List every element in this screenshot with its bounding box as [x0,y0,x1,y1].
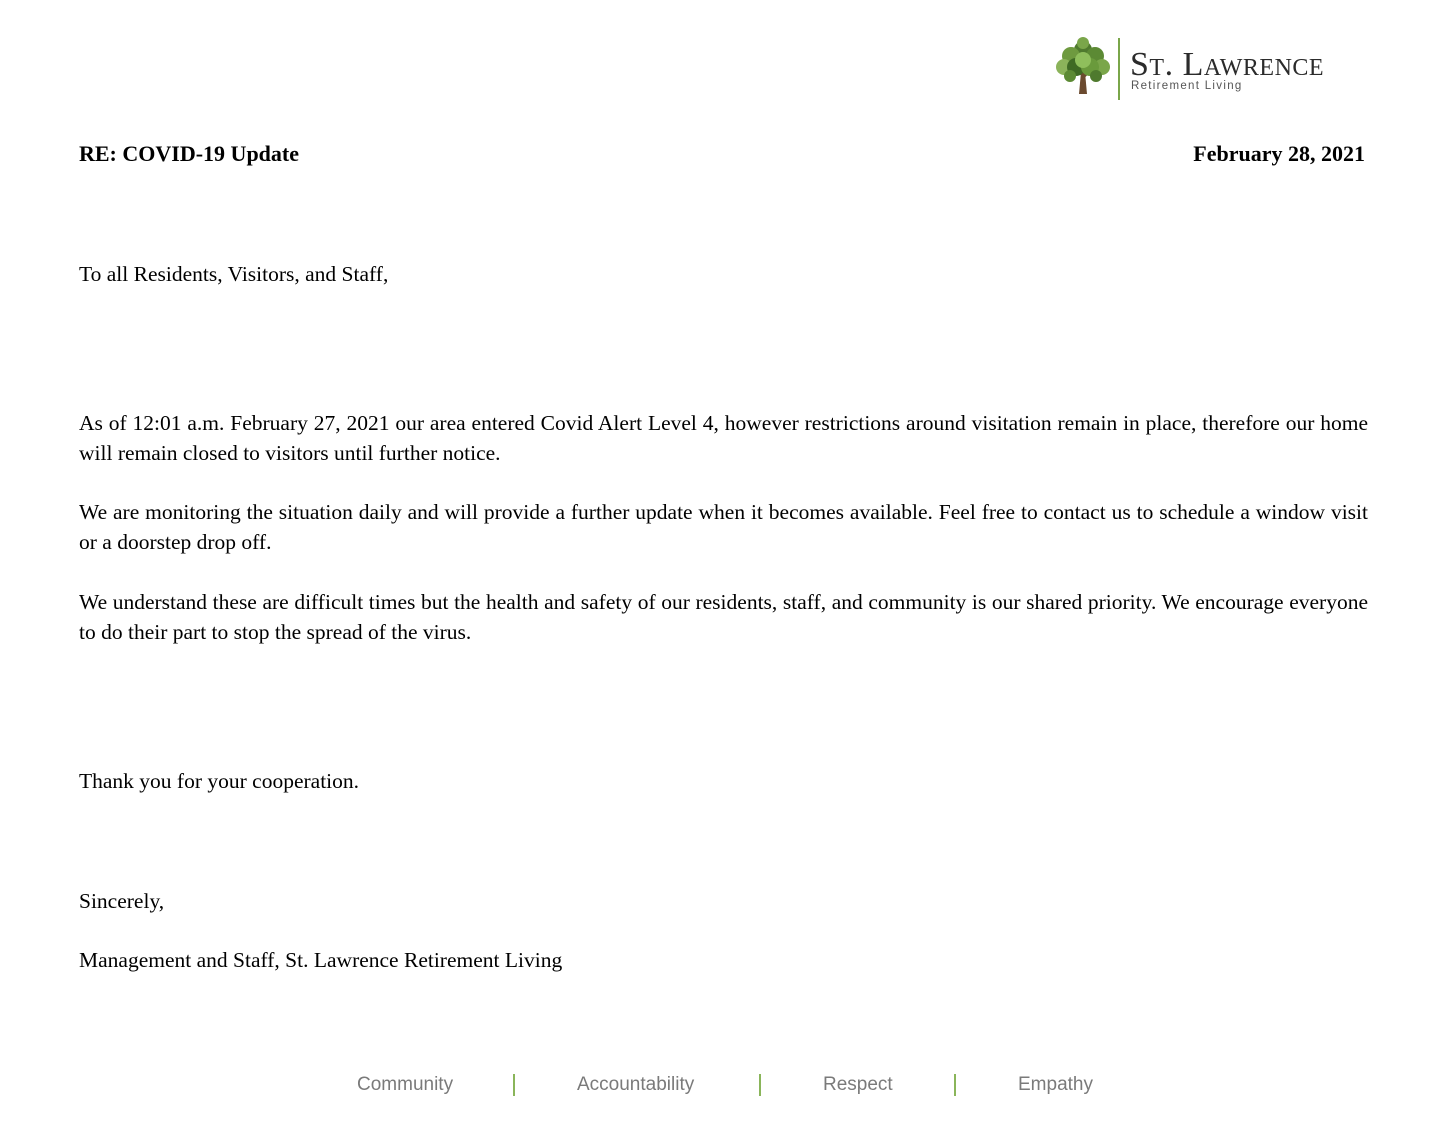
footer-separator [954,1074,956,1096]
footer-separator [759,1074,761,1096]
footer-value-accountability: Accountability [577,1074,695,1095]
footer-value-community: Community [357,1074,454,1095]
letter-date: February 28, 2021 [1193,141,1365,166]
logo-name: St. Lawrence [1130,46,1325,83]
closing-line: Sincerely, [79,889,165,913]
logo-divider [1118,38,1120,100]
footer-separator [513,1074,515,1096]
paragraph-3: We understand these are difficult times but the health and safety of our residents, staff, and community is our shared priority. We encourage everyone to do their part to stop the spread of the virus. [79,590,1368,644]
greeting: To all Residents, Visitors, and Staff, [79,262,389,286]
footer-value-empathy: Empathy [1018,1074,1093,1095]
paragraph-2: We are monitoring the situation daily and will provide a further update when it becomes available. Feel free to contact us to schedule a window visit or a doorstep drop off. [79,500,1368,554]
company-logo [1054,36,1372,102]
paragraph-1: As of 12:01 a.m. February 27, 2021 our area entered Covid Alert Level 4, however restrictions around visitation remain in place, therefore our home will remain closed to visitors until further notice. [79,411,1368,465]
thanks-line: Thank you for your cooperation. [79,769,360,793]
footer-value-respect: Respect [823,1074,893,1095]
footer-values [0,1072,1448,1100]
subject-line: RE: COVID-19 Update [79,141,299,166]
tree-icon [1054,36,1112,96]
signature-line: Management and Staff, St. Lawrence Retirement Living [79,948,563,972]
logo-subtitle: Retirement Living [1131,80,1243,92]
letter-header [79,140,1365,168]
